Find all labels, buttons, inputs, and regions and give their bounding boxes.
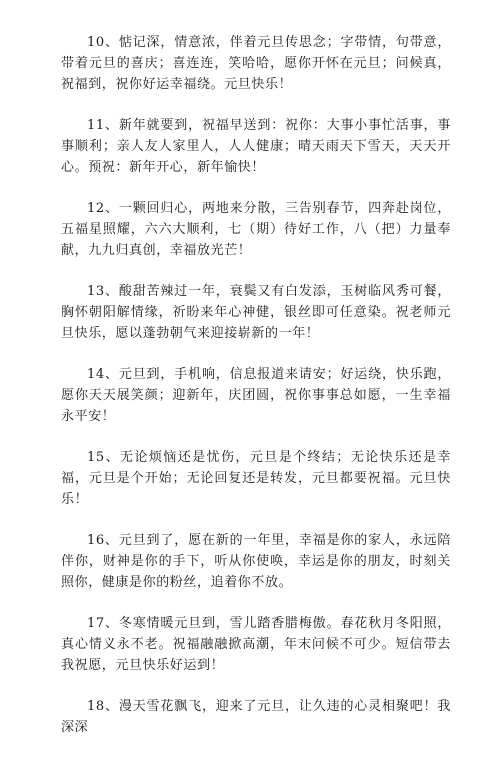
document-body bbox=[61, 32, 451, 758]
paragraph-14: 14、元旦到，手机响，信息报道来请安；好运绕，快乐跑，愿你天天展笑颜；迎新年，庆团圆，祝你事事总如愿，一生幸福永平安！ bbox=[61, 367, 451, 424]
paragraph-13: 13、酸甜苦辣过一年，衰鬓又有白发添，玉树临风秀可餐，胸怀朝阳解情缘，祈盼来年心神健，银丝即可任意染。祝老师元旦快乐，愿以蓬勃朝气来迎接崭新的一年！ bbox=[61, 284, 451, 341]
paragraph-18: 18、漫天雪花飘飞，迎来了元旦，让久违的心灵相聚吧！我深深 bbox=[61, 699, 451, 735]
paragraph-12: 12、一颗回归心，两地来分散，三告别春节，四奔赴岗位，五福星照耀，六六大顺利，七（期）待好工作，八（把）力量奉献，九九归真创，幸福放光芒！ bbox=[61, 201, 451, 258]
paragraph-15: 15、无论烦恼还是忧伤，元旦是个终结；无论快乐还是幸福，元旦是个开始；无论回复还是转发，元旦都要祝福。元旦快乐！ bbox=[61, 450, 451, 507]
paragraph-10: 10、惦记深，情意浓，伴着元旦传思念；字带情，句带意，带着元旦的喜庆；喜连连，笑哈哈，愿你开怀在元旦；问候真，祝福到，祝你好运幸福绕。元旦快乐！ bbox=[61, 35, 451, 92]
paragraph-11: 11、新年就要到，祝福早送到：祝你：大事小事忙活事，事事顺利；亲人友人家里人，人人健康；晴天雨天下雪天，天天开心。预祝：新年开心，新年愉快！ bbox=[61, 118, 451, 175]
paragraph-17: 17、冬寒情暖元旦到，雪儿踏香腊梅傲。春花秋月冬阳照，真心情义永不老。祝福融融掀高潮，年末问候不可少。短信带去我祝愿，元旦快乐好运到！ bbox=[61, 616, 451, 673]
paragraph-16: 16、元旦到了，愿在新的一年里，幸福是你的家人，永远陪伴你，财神是你的手下，听从你使唤，幸运是你的朋友，时刻关照你，健康是你的粉丝，追着你不放。 bbox=[61, 533, 451, 590]
